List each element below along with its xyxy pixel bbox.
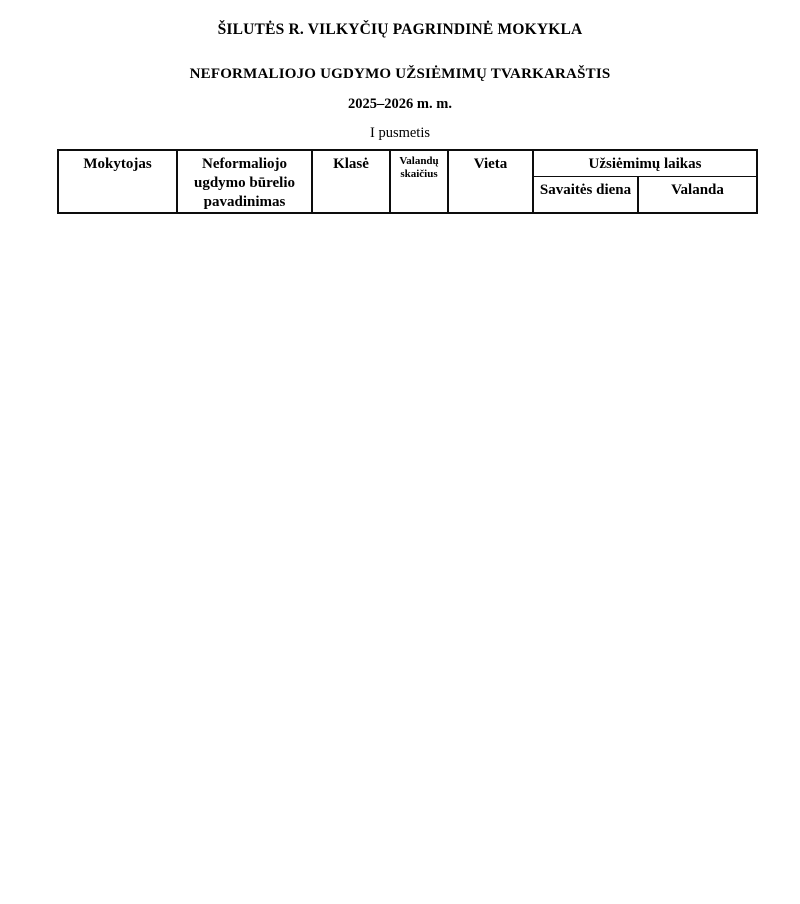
document-title: NEFORMALIOJO UGDYMO UŽSIĖMIMŲ TVARKARAŠTIS <box>189 66 611 82</box>
header-hours: Valandų skaičius <box>390 150 448 213</box>
school-name: ŠILUTĖS R. VILKYČIŲ PAGRINDINĖ MOKYKLA <box>217 21 583 38</box>
school-year: 2025–2026 m. m. <box>348 96 452 112</box>
header-time-group: Užsiėmimų laikas <box>533 150 757 177</box>
header-activity: Neformaliojo ugdymo būrelio pavadinimas <box>177 150 312 213</box>
schedule-table <box>57 149 758 214</box>
header-teacher: Mokytojas <box>58 150 177 213</box>
header-weekday: Savaitės diena <box>533 177 638 213</box>
header-hour: Valanda <box>638 177 757 213</box>
header-grade: Klasė <box>312 150 390 213</box>
schedule-header <box>58 150 757 213</box>
title-block <box>0 0 800 142</box>
header-location: Vieta <box>448 150 533 213</box>
semester-label: I pusmetis <box>369 125 430 141</box>
